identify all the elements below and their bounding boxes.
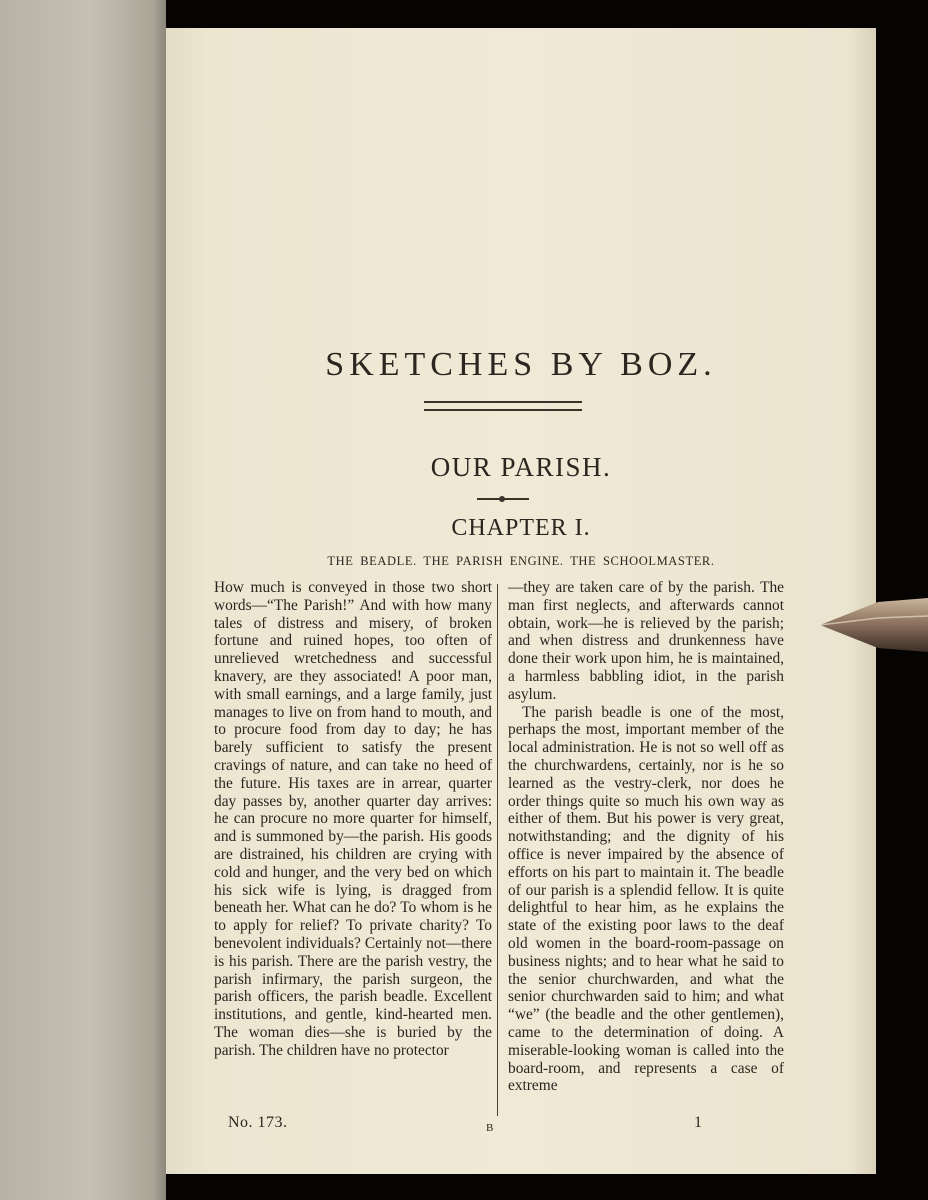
ornament-dot: [499, 496, 505, 502]
book-title: SKETCHES BY BOZ.: [325, 346, 717, 383]
right-column: [508, 579, 784, 1095]
issue-number: No. 173.: [228, 1114, 288, 1131]
page-number: 1: [694, 1114, 702, 1131]
chapter-subtitle: THE BEADLE. THE PARISH ENGINE. THE SCHOOLMASTER.: [327, 554, 715, 568]
section-title: OUR PARISH.: [430, 452, 612, 482]
ornament-divider: [477, 498, 529, 500]
title-double-rule: [424, 401, 582, 411]
signature-mark: B: [486, 1122, 494, 1134]
left-paragraph-1: How much is conveyed in those two short words—“The Parish!” And with how many tales of distress and misery, of broken fortune and ruined hopes, too often of unrelieved wretchedness and successful knavery, are they associated! A poor man, with small earnings, and a large family, just manages to live on from hand to mouth, and to procure food from day to day; he has barely sufficient to satisfy the present cravings of nature, and can take no heed of the future. His taxes are in arrear, quarter day passes by, another quarter day arrives: he can procure no more quarter for himself, and is summoned by—the parish. His goods are distrained, his children are crying with cold and hunger, and the very bed on which his sick wife is lying, is dragged from beneath her. What can he do? To whom is he to apply for relief? To private charity? To benevolent individuals? Certainly not—there is his parish. There are the parish vestry, the parish infirmary, the parish surgeon, the parish officers, the parish beadle. Excellent institutions, and gentle, kind-hearted men. The woman dies—she is buried by the parish. The children have no protector: [214, 579, 492, 1059]
pen-nib-icon: [818, 594, 928, 656]
right-paragraph-1: —they are taken care of by the parish. The man first neglects, and afterwards cannot obtain, work—he is relieved by the parish; and when distress and drunkenness have done their work upon him, he is maintained, a harmless babbling idiot, in the parish asylum.: [508, 579, 784, 703]
chapter-heading: CHAPTER I.: [451, 515, 591, 541]
column-rule: [497, 584, 498, 1116]
right-paragraph-2: The parish beadle is one of the most, perhaps the most, important member of the local administration. He is not so well off as the churchwardens, certainly, nor is he so learned as the vestry-clerk, nor does he order things quite so much his own way as either of them. But his power is very great, notwithstanding; and the dignity of his office is never impaired by the absence of efforts on his part to maintain it. The beadle of our parish is a splendid fellow. It is quite delightful to hear him, as he explains the state of the existing poor laws to the deaf old women in the board-room-passage on business nights; and to hear what he said to the senior churchwarden, and what the senior churchwarden said to him; and what “we” (the beadle and the other gentlemen), came to the determination of doing. A miserable-looking woman is called into the board-room, and represents a case of extreme: [508, 703, 784, 1095]
facing-page-edge: [0, 0, 166, 1200]
left-column: [214, 579, 492, 1079]
book-page: [166, 28, 876, 1174]
